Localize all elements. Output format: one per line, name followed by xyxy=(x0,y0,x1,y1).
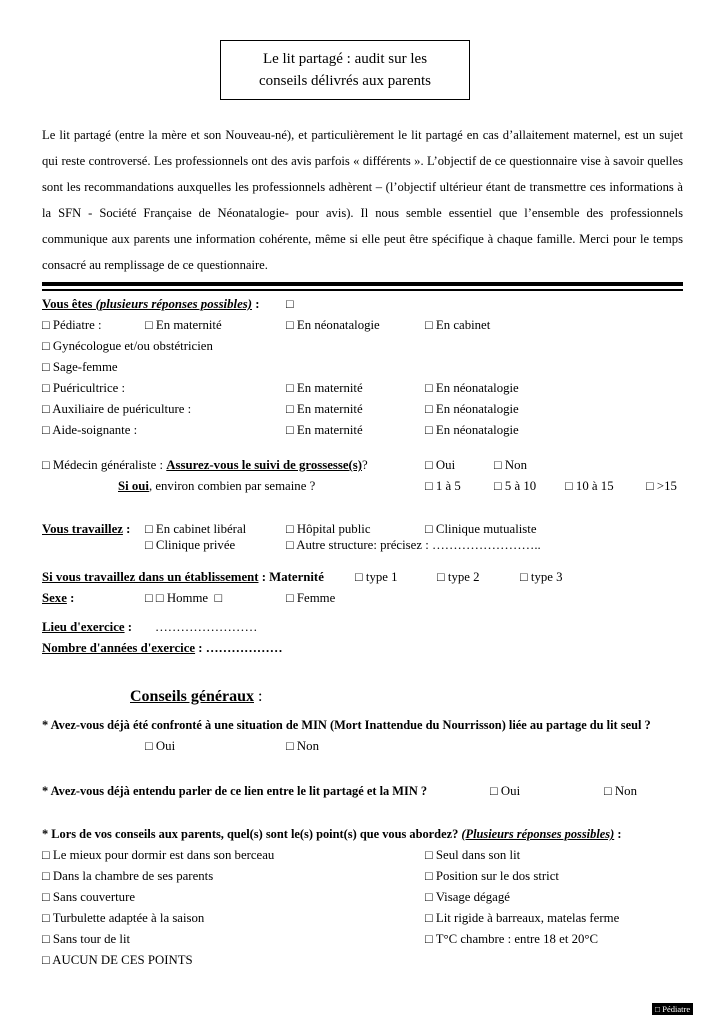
colon: : xyxy=(122,522,131,536)
checkbox-option[interactable]: □ Oui xyxy=(490,784,521,798)
colon: : xyxy=(614,827,622,841)
profession-row-auxiliaire xyxy=(42,402,683,423)
question-mark: ? xyxy=(362,458,368,472)
annees-exercice-row xyxy=(42,641,683,662)
title-box xyxy=(220,40,470,100)
points-row xyxy=(42,869,683,890)
checkbox-option[interactable]: □ En néonatalogie xyxy=(425,423,519,437)
checkbox[interactable]: □ xyxy=(286,297,294,311)
checkbox-option[interactable]: □ type 3 xyxy=(520,570,563,584)
checkbox-option[interactable]: □ AUCUN DE CES POINTS xyxy=(42,953,193,967)
colon: : xyxy=(66,591,75,605)
question-points-main: * Lors de vos conseils aux parents, quel(s) sont le(s) point(s) que vous abordez? xyxy=(42,827,462,841)
checkbox-option[interactable]: □ Sans tour de lit xyxy=(42,932,131,946)
checkbox-option[interactable]: □ En néonatalogie xyxy=(425,402,519,416)
question-points-abordes xyxy=(42,827,683,848)
question-points-note: (Plusieurs réponses possibles) xyxy=(461,827,615,841)
suivi-grossesse-question: Assurez-vous le suivi de grossesse(s) xyxy=(166,458,363,472)
checkbox-option[interactable]: □ Non xyxy=(604,784,637,798)
checkbox-option[interactable]: □ Auxiliaire de puériculture : xyxy=(42,402,192,416)
checkbox-option[interactable]: □ Position sur le dos strict xyxy=(425,869,559,883)
checkbox-option[interactable]: □ type 2 xyxy=(437,570,480,584)
etablissement-label xyxy=(42,570,324,585)
checkbox-option[interactable]: □ En néonatalogie xyxy=(425,381,519,395)
intro-paragraph: Le lit partagé (entre la mère et son Nouveau-né), et particulièrement le lit partagé en cas d’allaitement maternel, est un sujet qui reste controversé. Les professionnels ont des avis parfois « différents ». L’objectif de ce questionnaire vise à savoir quelles sont les recommandations auxquelles les professionnels adhèrent – (l’objectif ultérieur étant de transmettre ces informations à la SFN - Société Française de Néonatalogie- pour avis). Il nous semble essentiel que l’ensemble des professionnels communique aux parents une information cohérente, même si elle peut être spécifique à chaque famille. Merci pour le temps consacré au remplissage de ce questionnaire. xyxy=(42,128,683,272)
answer-line[interactable]: …………………… xyxy=(155,620,258,634)
etablissement-rest: : Maternité xyxy=(258,570,324,584)
checkbox-option[interactable]: □ En maternité xyxy=(286,423,363,437)
question-min-options xyxy=(42,739,683,760)
vous-travaillez-row-2 xyxy=(42,538,683,554)
checkbox-option[interactable]: □ Sans couverture xyxy=(42,890,136,904)
profession-row-puericultrice xyxy=(42,381,683,402)
profession-row-pediatre xyxy=(42,318,683,339)
si-oui-rest: , environ combien par semaine ? xyxy=(148,479,316,493)
checkbox-option[interactable]: □ Aide-soignante : xyxy=(42,423,138,437)
points-row xyxy=(42,953,683,974)
checkbox-option[interactable]: □ Hôpital public xyxy=(286,522,371,536)
checkbox-option[interactable]: □ Clinique mutualiste xyxy=(425,522,537,536)
vous-travaillez-row-1 xyxy=(42,522,683,538)
points-row xyxy=(42,911,683,932)
checkbox-option[interactable]: □ Oui xyxy=(425,458,456,472)
profession-row-sage-femme xyxy=(42,360,683,381)
document-title-line-2: conseils délivrés aux parents xyxy=(258,73,432,89)
lieu-bold: Lieu d'exercice xyxy=(42,620,125,634)
checkbox-option[interactable]: □ Non xyxy=(286,739,319,753)
annees-exercice-label xyxy=(42,641,283,656)
sexe-label xyxy=(42,591,74,606)
checkbox-option[interactable]: □ Pédiatre : xyxy=(42,318,102,332)
question-min-confronte: * Avez-vous déjà été confronté à une situation de MIN (Mort Inattendue du Nourrisson) liée au partage du lit seul ? xyxy=(42,718,651,732)
checkbox-option[interactable]: □ Visage dégagé xyxy=(425,890,510,904)
checkbox-option[interactable]: □ En maternité xyxy=(286,402,363,416)
checkbox-option[interactable]: □ Seul dans son lit xyxy=(425,848,521,862)
colon: : xyxy=(252,297,260,311)
checkbox-option[interactable]: □ Turbulette adaptée à la saison xyxy=(42,911,205,925)
annees-bold: Nombre d'années d'exercice xyxy=(42,641,196,655)
corner-highlight: □ Pédiatre xyxy=(652,1003,693,1015)
checkbox-option[interactable]: □ 10 à 15 xyxy=(565,479,614,493)
checkbox-option[interactable]: □ En maternité xyxy=(286,381,363,395)
conseils-heading-text: Conseils généraux xyxy=(130,688,254,705)
profession-row-aide-soignante xyxy=(42,423,683,444)
si-oui-row xyxy=(42,479,683,500)
medecin-generaliste-label xyxy=(42,458,368,473)
lieu-exercice-label xyxy=(42,620,132,635)
vous-etes-label-bold: Vous êtes xyxy=(42,297,96,311)
si-oui-bold: Si oui xyxy=(118,479,149,493)
medecin-generaliste-row xyxy=(42,458,683,479)
checkbox-option[interactable]: □ 5 à 10 xyxy=(494,479,537,493)
checkbox-option[interactable]: □ Femme xyxy=(286,591,336,605)
checkbox-option[interactable]: □ Puéricultrice : xyxy=(42,381,126,395)
sexe-row xyxy=(42,591,683,612)
checkbox-option[interactable]: □ Sage-femme xyxy=(42,360,118,374)
checkbox-option[interactable]: □ En maternité xyxy=(145,318,222,332)
vous-etes-label xyxy=(42,297,259,312)
conseils-generaux-heading xyxy=(130,688,683,710)
colon: : xyxy=(254,688,263,705)
section-heading-vous-etes xyxy=(42,297,683,318)
lieu-exercice-row xyxy=(42,620,683,641)
question-lien-min-text: * Avez-vous déjà entendu parler de ce lien entre le lit partagé et la MIN ? xyxy=(42,784,428,798)
points-row xyxy=(42,890,683,911)
checkbox-option[interactable]: □ Médecin généraliste : xyxy=(42,458,167,472)
points-row xyxy=(42,848,683,869)
checkbox-option[interactable]: □ En cabinet xyxy=(425,318,491,332)
profession-row-gynecologue xyxy=(42,339,683,360)
checkbox-option[interactable]: □ >15 xyxy=(646,479,677,493)
colon: : xyxy=(124,620,133,634)
vous-travaillez-bold: Vous travaillez xyxy=(42,522,123,536)
checkbox-option[interactable]: □ Gynécologue et/ou obstétricien xyxy=(42,339,213,353)
document-title-line-1: Le lit partagé : audit sur les xyxy=(262,51,428,67)
vous-travaillez-label xyxy=(42,522,130,537)
etablissement-bold: Si vous travaillez dans un établissement xyxy=(42,570,259,584)
checkbox-option[interactable]: □ Oui xyxy=(145,739,176,753)
si-oui-label xyxy=(118,479,315,494)
checkbox-option[interactable]: □ 1 à 5 xyxy=(425,479,461,493)
checkbox-option[interactable]: □ □ Homme □ xyxy=(145,591,223,605)
checkbox-option[interactable]: □ Lit rigide à barreaux, matelas ferme xyxy=(425,911,620,925)
checkbox-option[interactable]: □ Non xyxy=(494,458,527,472)
checkbox-option[interactable]: □ T°C chambre : entre 18 et 20°C xyxy=(425,932,599,946)
checkbox-option[interactable]: □ type 1 xyxy=(355,570,398,584)
vous-etes-label-note: (plusieurs réponses possibles) xyxy=(95,297,252,311)
etablissement-row xyxy=(42,570,683,591)
checkbox-option[interactable]: □ Le mieux pour dormir est dans son berceau xyxy=(42,848,275,862)
question-lien-min xyxy=(42,784,683,805)
answer-line[interactable]: : ……………… xyxy=(195,641,283,655)
checkbox-option[interactable]: □ En cabinet libéral xyxy=(145,522,247,536)
checkbox-option[interactable]: □ Autre structure: précisez : …………………….. xyxy=(286,538,541,552)
section-divider xyxy=(42,282,683,291)
sexe-bold: Sexe xyxy=(42,591,67,605)
checkbox-option[interactable]: □ Clinique privée xyxy=(145,538,236,552)
points-row xyxy=(42,932,683,953)
checkbox-option[interactable]: □ Dans la chambre de ses parents xyxy=(42,869,214,883)
checkbox-option[interactable]: □ En néonatalogie xyxy=(286,318,380,332)
